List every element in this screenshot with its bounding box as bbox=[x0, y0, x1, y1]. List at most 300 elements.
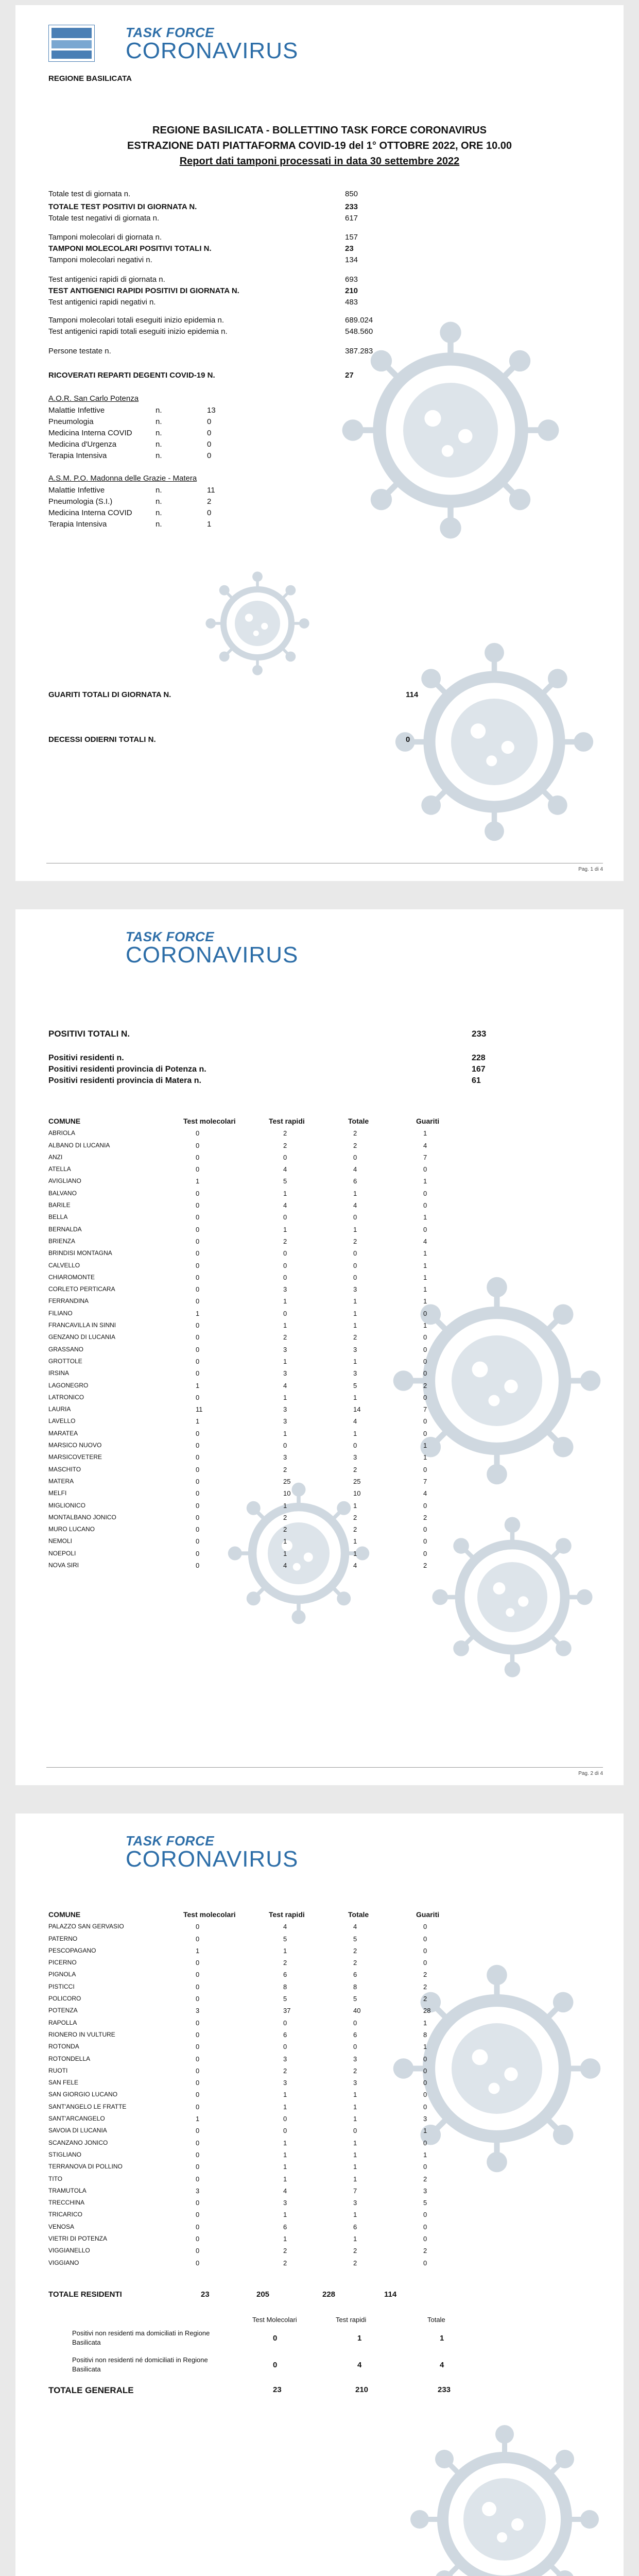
comune-name: GENZANO DI LUCANIA bbox=[48, 1333, 116, 1341]
table-row bbox=[48, 1260, 464, 1272]
table-row bbox=[48, 2005, 464, 2016]
table-cell: 1 bbox=[423, 1442, 427, 1450]
table-cell: 1 bbox=[283, 1393, 287, 1401]
page-1 bbox=[15, 5, 624, 881]
stat-label: Totale test negativi di giornata n. bbox=[48, 214, 160, 223]
table-cell: 2 bbox=[423, 1995, 427, 2003]
table-cell: 0 bbox=[196, 2079, 200, 2087]
table-cell: 0 bbox=[196, 2030, 200, 2039]
table-row bbox=[48, 2209, 464, 2221]
table-cell: 2 bbox=[353, 2259, 357, 2267]
table-cell: 4 bbox=[283, 1201, 287, 1210]
table-cell: 1 bbox=[283, 1549, 287, 1557]
table-cell: 0 bbox=[196, 1201, 200, 1210]
table-cell: 1 bbox=[353, 1225, 357, 1233]
hospital-count: 1 bbox=[207, 520, 212, 529]
table-cell: 0 bbox=[283, 1442, 287, 1450]
stat-label: Tamponi molecolari negativi n. bbox=[48, 256, 152, 264]
table-cell: 1 bbox=[353, 2150, 357, 2159]
hospital-n: n. bbox=[156, 440, 162, 449]
table-cell: 1 bbox=[423, 2127, 427, 2135]
table-cell: 1 bbox=[283, 2091, 287, 2099]
header bbox=[48, 1833, 409, 1895]
table-cell: 0 bbox=[423, 1946, 427, 1955]
table-header bbox=[48, 1115, 464, 1127]
table-cell: 2 bbox=[423, 2247, 427, 2255]
table-cell: 2 bbox=[353, 1526, 357, 1534]
summary-value: 61 bbox=[472, 1076, 481, 1085]
comune-name: GRASSANO bbox=[48, 1345, 84, 1353]
table-cell: 1 bbox=[353, 2115, 357, 2123]
table-cell: 1 bbox=[423, 2019, 427, 2027]
totale-residenti-label: TOTALE RESIDENTI bbox=[48, 2290, 122, 2299]
table-cell: 0 bbox=[196, 1393, 200, 1401]
table-cell: 1 bbox=[423, 1321, 427, 1330]
hospital-n: n. bbox=[156, 417, 162, 426]
table-cell: 2 bbox=[353, 1959, 357, 1967]
virus-watermark-icon bbox=[201, 567, 314, 680]
table-cell: 1 bbox=[283, 2211, 287, 2219]
table-cell: 3 bbox=[353, 2199, 357, 2207]
summary-label: POSITIVI TOTALI N. bbox=[48, 1029, 130, 1039]
table-cell: 1 bbox=[423, 1297, 427, 1306]
table-row bbox=[48, 2185, 464, 2197]
region-label: REGIONE BASILICATA bbox=[48, 74, 132, 83]
comune-name: VENOSA bbox=[48, 2223, 75, 2230]
stat-value: 850 bbox=[345, 190, 358, 198]
table-cell: 4 bbox=[353, 1561, 357, 1569]
table-row bbox=[48, 1945, 464, 1957]
summary-label: Positivi residenti provincia di Potenza n. bbox=[48, 1065, 206, 1074]
table-cell: 2 bbox=[353, 1237, 357, 1245]
table-cell: 1 bbox=[353, 2103, 357, 2111]
table-cell: 3 bbox=[196, 2007, 200, 2015]
table-row bbox=[48, 2077, 464, 2089]
comune-name: MATERA bbox=[48, 1477, 74, 1485]
table-row bbox=[48, 2161, 464, 2173]
table-cell: 0 bbox=[423, 1189, 427, 1197]
stat-value: 483 bbox=[345, 298, 358, 307]
table-cell: 3 bbox=[423, 2187, 427, 2195]
totale-residenti-rap: 205 bbox=[256, 2290, 270, 2299]
comune-name: LAURIA bbox=[48, 1405, 71, 1413]
hospital-count: 0 bbox=[207, 417, 212, 426]
comune-name: IRSINA bbox=[48, 1369, 70, 1377]
comune-name: ALBANO DI LUCANIA bbox=[48, 1141, 110, 1149]
table-cell: 3 bbox=[353, 1369, 357, 1378]
nr-tot: 4 bbox=[440, 2361, 444, 2369]
table-cell: 7 bbox=[423, 1153, 427, 1161]
nr-header-tot: Totale bbox=[427, 2316, 445, 2324]
table-cell: 4 bbox=[353, 1923, 357, 1931]
table-cell: 4 bbox=[353, 1201, 357, 1210]
table-cell: 0 bbox=[196, 1501, 200, 1510]
table-cell: 0 bbox=[196, 2019, 200, 2027]
table-cell: 2 bbox=[283, 1333, 287, 1342]
table-cell: 5 bbox=[423, 2199, 427, 2207]
table-cell: 0 bbox=[423, 1309, 427, 1317]
table-cell: 0 bbox=[283, 2127, 287, 2135]
table-cell: 0 bbox=[196, 2235, 200, 2243]
table-cell: 0 bbox=[196, 1297, 200, 1306]
table-row bbox=[48, 1464, 464, 1476]
table-cell: 0 bbox=[196, 1165, 200, 1174]
table-cell: 0 bbox=[196, 1982, 200, 1991]
column-header: COMUNE bbox=[48, 1117, 81, 1125]
table-row bbox=[48, 1439, 464, 1451]
page-number: Pag. 1 di 4 bbox=[578, 867, 603, 872]
table-cell: 5 bbox=[283, 1935, 287, 1943]
table-row bbox=[48, 1560, 464, 1571]
table-cell: 0 bbox=[196, 1513, 200, 1521]
table-cell: 0 bbox=[196, 2139, 200, 2147]
comune-name: POLICORO bbox=[48, 1995, 81, 2003]
table-cell: 1 bbox=[196, 1417, 200, 1426]
table-row bbox=[48, 1319, 464, 1331]
table-row bbox=[48, 2017, 464, 2029]
table-row bbox=[48, 1993, 464, 2005]
comune-name: BALVANO bbox=[48, 1189, 77, 1197]
task-force-label: TASK FORCE bbox=[126, 929, 215, 944]
comune-name: STIGLIANO bbox=[48, 2150, 82, 2158]
table-cell: 0 bbox=[283, 2043, 287, 2051]
hospital-ward: Terapia Intensiva bbox=[48, 520, 107, 529]
table-cell: 0 bbox=[423, 1165, 427, 1174]
comune-name: MELFI bbox=[48, 1489, 67, 1497]
table-cell: 0 bbox=[196, 2043, 200, 2051]
summary-value: 167 bbox=[472, 1065, 486, 1074]
table-cell: 1 bbox=[353, 2163, 357, 2171]
table-cell: 0 bbox=[423, 2259, 427, 2267]
table-cell: 3 bbox=[283, 2079, 287, 2087]
column-header: Guariti bbox=[416, 1910, 440, 1919]
table-cell: 4 bbox=[423, 1489, 427, 1498]
nr-rap: 1 bbox=[357, 2334, 362, 2343]
table-cell: 3 bbox=[283, 1345, 287, 1353]
comune-name: TERRANOVA DI POLLINO bbox=[48, 2163, 123, 2171]
totale-residenti-mol: 23 bbox=[201, 2290, 210, 2299]
totale-generale-rap: 210 bbox=[355, 2385, 369, 2394]
table-cell: 7 bbox=[423, 1477, 427, 1485]
table-row bbox=[48, 2173, 464, 2185]
table-cell: 0 bbox=[353, 1153, 357, 1161]
comune-name: SANT'ARCANGELO bbox=[48, 2115, 105, 2123]
comune-name: MASCHITO bbox=[48, 1465, 81, 1473]
table-cell: 1 bbox=[423, 1177, 427, 1185]
comune-name: FILIANO bbox=[48, 1309, 73, 1317]
table-cell: 1 bbox=[283, 2150, 287, 2159]
table-cell: 3 bbox=[283, 1417, 287, 1426]
table-row bbox=[48, 1428, 464, 1439]
table-cell: 1 bbox=[196, 1177, 200, 1185]
table-cell: 1 bbox=[196, 1381, 200, 1389]
stat-value: 617 bbox=[345, 214, 358, 223]
stat-label: Tamponi molecolari totali eseguiti inizio epidemia n. bbox=[48, 316, 224, 325]
table-row bbox=[48, 1211, 464, 1223]
table-row bbox=[48, 1127, 464, 1139]
table-cell: 2 bbox=[353, 1946, 357, 1955]
table-cell: 3 bbox=[353, 2079, 357, 2087]
table-cell: 1 bbox=[353, 1393, 357, 1401]
summary-label: Positivi residenti provincia di Matera n. bbox=[48, 1076, 201, 1085]
table-cell: 6 bbox=[353, 1177, 357, 1185]
table-cell: 0 bbox=[196, 1971, 200, 1979]
table-cell: 3 bbox=[353, 1285, 357, 1294]
table-cell: 2 bbox=[423, 1971, 427, 1979]
table-row bbox=[48, 1523, 464, 1535]
table-row bbox=[48, 2041, 464, 2053]
table-cell: 0 bbox=[196, 1189, 200, 1197]
comune-name: TRAMUTOLA bbox=[48, 2187, 87, 2194]
comune-name: MARSICOVETERE bbox=[48, 1453, 102, 1461]
table-cell: 0 bbox=[423, 2163, 427, 2171]
table-cell: 4 bbox=[353, 1417, 357, 1426]
hospital-count: 2 bbox=[207, 497, 212, 506]
table-cell: 0 bbox=[423, 2223, 427, 2231]
virus-watermark-icon bbox=[391, 639, 597, 845]
table-row bbox=[48, 2065, 464, 2077]
stat-value: 233 bbox=[345, 202, 358, 211]
table-cell: 0 bbox=[196, 2150, 200, 2159]
table-cell: 37 bbox=[283, 2007, 291, 2015]
stat-label: Totale test di giornata n. bbox=[48, 190, 131, 198]
comune-name: SANT'ANGELO LE FRATTE bbox=[48, 2103, 127, 2110]
table-cell: 0 bbox=[423, 2211, 427, 2219]
table-cell: 3 bbox=[353, 1453, 357, 1462]
table-cell: 1 bbox=[353, 1429, 357, 1437]
comune-name: TRECCHINA bbox=[48, 2199, 85, 2207]
table-cell: 0 bbox=[196, 1959, 200, 1967]
table-cell: 0 bbox=[423, 1935, 427, 1943]
comune-name: BRIENZA bbox=[48, 1237, 76, 1245]
table-cell: 3 bbox=[283, 1369, 287, 1378]
table-cell: 0 bbox=[423, 1417, 427, 1426]
stat-label: TAMPONI MOLECOLARI POSITIVI TOTALI N. bbox=[48, 244, 212, 253]
table-cell: 1 bbox=[423, 1249, 427, 1258]
comune-name: SAN GIORGIO LUCANO bbox=[48, 2091, 118, 2098]
comune-name: PICERNO bbox=[48, 1959, 77, 1967]
table-cell: 6 bbox=[283, 1971, 287, 1979]
table-cell: 1 bbox=[283, 2139, 287, 2147]
comune-name: PALAZZO SAN GERVASIO bbox=[48, 1923, 124, 1930]
table-cell: 3 bbox=[353, 2055, 357, 2063]
virus-watermark-icon bbox=[407, 2421, 602, 2576]
table-cell: 0 bbox=[196, 2163, 200, 2171]
table-row bbox=[48, 1175, 464, 1187]
comuni-table-2 bbox=[48, 1909, 464, 2269]
table-cell: 1 bbox=[283, 1189, 287, 1197]
hospital-n: n. bbox=[156, 486, 162, 495]
table-cell: 0 bbox=[196, 1537, 200, 1546]
table-cell: 4 bbox=[353, 1165, 357, 1174]
comune-name: PISTICCI bbox=[48, 1982, 75, 1990]
table-cell: 0 bbox=[283, 1213, 287, 1222]
hospital-n: n. bbox=[156, 509, 162, 517]
comune-name: PESCOPAGANO bbox=[48, 1946, 96, 1954]
table-cell: 0 bbox=[196, 1129, 200, 1138]
table-row bbox=[48, 1367, 464, 1379]
table-cell: 0 bbox=[283, 1273, 287, 1281]
column-header: Test molecolari bbox=[183, 1910, 236, 1919]
guariti-value: 114 bbox=[406, 690, 419, 699]
extraction-title: ESTRAZIONE DATI PIATTAFORMA COVID-19 del 1° OTTOBRE 2022, ORE 10.00 bbox=[127, 140, 512, 151]
summary-value: 228 bbox=[472, 1054, 486, 1062]
comune-name: BARILE bbox=[48, 1201, 71, 1209]
table-cell: 0 bbox=[196, 1526, 200, 1534]
table-cell: 28 bbox=[423, 2007, 431, 2015]
table-cell: 2 bbox=[283, 2066, 287, 2075]
stat-value: 157 bbox=[345, 233, 358, 242]
table-cell: 0 bbox=[423, 1201, 427, 1210]
table-cell: 0 bbox=[196, 2103, 200, 2111]
nr-label: Positivi non residenti né domiciliati in Regione Basilicata bbox=[72, 2356, 208, 2373]
table-row bbox=[48, 1969, 464, 1980]
table-cell: 0 bbox=[196, 2223, 200, 2231]
hospital-count: 13 bbox=[207, 406, 216, 415]
table-cell: 1 bbox=[353, 2091, 357, 2099]
table-row bbox=[48, 2089, 464, 2100]
table-cell: 3 bbox=[283, 1405, 287, 1414]
table-cell: 1 bbox=[353, 1537, 357, 1546]
table-cell: 1 bbox=[353, 1501, 357, 1510]
totale-generale-mol: 23 bbox=[273, 2385, 282, 2394]
summary-value: 233 bbox=[472, 1029, 487, 1039]
comune-name: RUOTI bbox=[48, 2066, 68, 2074]
table-cell: 0 bbox=[423, 2091, 427, 2099]
table-cell: 2 bbox=[423, 1982, 427, 1991]
comune-name: ATELLA bbox=[48, 1165, 71, 1173]
table-cell: 5 bbox=[283, 1995, 287, 2003]
table-cell: 1 bbox=[196, 1946, 200, 1955]
table-cell: 2 bbox=[423, 1561, 427, 1569]
table-cell: 2 bbox=[353, 2247, 357, 2255]
table-cell: 0 bbox=[423, 1357, 427, 1365]
column-header: COMUNE bbox=[48, 1910, 81, 1919]
table-row bbox=[48, 2113, 464, 2125]
table-row bbox=[48, 2221, 464, 2233]
table-cell: 4 bbox=[283, 1165, 287, 1174]
table-cell: 0 bbox=[423, 1429, 427, 1437]
table-row bbox=[48, 1224, 464, 1235]
stat-label: Test antigenici rapidi di giornata n. bbox=[48, 275, 165, 284]
totale-residenti-guar: 114 bbox=[384, 2290, 397, 2299]
table-row bbox=[48, 2137, 464, 2149]
nr-header-rap: Test rapidi bbox=[336, 2316, 367, 2324]
table-cell: 0 bbox=[196, 1453, 200, 1462]
table-cell: 8 bbox=[423, 2030, 427, 2039]
table-cell: 2 bbox=[283, 2259, 287, 2267]
table-cell: 0 bbox=[283, 1249, 287, 1258]
table-row bbox=[48, 1957, 464, 1969]
task-force-label: TASK FORCE bbox=[126, 25, 215, 40]
table-row bbox=[48, 1331, 464, 1343]
table-cell: 0 bbox=[353, 1213, 357, 1222]
table-cell: 0 bbox=[196, 1141, 200, 1149]
table-cell: 3 bbox=[283, 2199, 287, 2207]
table-cell: 0 bbox=[353, 2127, 357, 2135]
table-cell: 0 bbox=[196, 1935, 200, 1943]
table-row bbox=[48, 1272, 464, 1283]
comune-name: MARSICO NUOVO bbox=[48, 1442, 102, 1449]
table-cell: 2 bbox=[283, 1959, 287, 1967]
table-row bbox=[48, 2029, 464, 2041]
table-cell: 4 bbox=[283, 1381, 287, 1389]
comune-name: PATERNO bbox=[48, 1935, 78, 1942]
table-row bbox=[48, 1295, 464, 1307]
table-row bbox=[48, 2125, 464, 2137]
comune-name: ANZI bbox=[48, 1153, 63, 1161]
table-cell: 4 bbox=[283, 2187, 287, 2195]
table-row bbox=[48, 1392, 464, 1403]
table-cell: 0 bbox=[196, 2175, 200, 2183]
table-row bbox=[48, 2197, 464, 2209]
page-number: Pag. 2 di 4 bbox=[578, 1771, 603, 1776]
table-row bbox=[48, 1235, 464, 1247]
table-cell: 0 bbox=[196, 2211, 200, 2219]
stat-value: 23 bbox=[345, 244, 354, 253]
table-cell: 1 bbox=[353, 1357, 357, 1365]
comune-name: SCANZANO JONICO bbox=[48, 2139, 108, 2146]
comune-name: BELLA bbox=[48, 1213, 68, 1221]
table-cell: 1 bbox=[283, 1946, 287, 1955]
table-cell: 2 bbox=[423, 1381, 427, 1389]
table-cell: 0 bbox=[196, 2066, 200, 2075]
table-cell: 1 bbox=[423, 2043, 427, 2051]
table-cell: 1 bbox=[353, 2235, 357, 2243]
table-cell: 40 bbox=[353, 2007, 361, 2015]
table-cell: 1 bbox=[423, 1273, 427, 1281]
comune-name: MARATEA bbox=[48, 1429, 78, 1437]
table-cell: 0 bbox=[283, 1309, 287, 1317]
table-cell: 0 bbox=[423, 1501, 427, 1510]
table-row bbox=[48, 1981, 464, 1993]
table-cell: 4 bbox=[283, 1561, 287, 1569]
hospital-count: 0 bbox=[207, 509, 212, 517]
table-cell: 0 bbox=[423, 1959, 427, 1967]
table-cell: 3 bbox=[353, 1345, 357, 1353]
table-cell: 3 bbox=[283, 1285, 287, 1294]
table-cell: 0 bbox=[196, 2247, 200, 2255]
table-cell: 1 bbox=[353, 1297, 357, 1306]
table-row bbox=[48, 2233, 464, 2245]
task-force-label: TASK FORCE bbox=[126, 1833, 215, 1849]
table-cell: 1 bbox=[423, 1129, 427, 1138]
hospital-ward: Terapia Intensiva bbox=[48, 451, 107, 460]
table-row bbox=[48, 1921, 464, 1933]
table-cell: 0 bbox=[423, 1369, 427, 1378]
table-cell: 0 bbox=[196, 1995, 200, 2003]
table-row bbox=[48, 1487, 464, 1499]
table-row bbox=[48, 2149, 464, 2161]
comune-name: FERRANDINA bbox=[48, 1297, 89, 1305]
comuni-table-1 bbox=[48, 1115, 464, 1571]
stat-label: TOTALE TEST POSITIVI DI GIORNATA N. bbox=[48, 202, 197, 211]
comune-name: FRANCAVILLA IN SINNI bbox=[48, 1321, 116, 1329]
hospital-ward: Medicina Interna COVID bbox=[48, 509, 132, 517]
table-cell: 14 bbox=[353, 1405, 361, 1414]
comune-name: ROTONDA bbox=[48, 2043, 79, 2050]
table-header bbox=[48, 1909, 464, 1921]
hospital-ward: Malattie Infettive bbox=[48, 406, 105, 415]
comune-name: BRINDISI MONTAGNA bbox=[48, 1249, 112, 1257]
table-cell: 0 bbox=[196, 1273, 200, 1281]
comune-name: NOVA SIRI bbox=[48, 1561, 79, 1569]
stat-label: RICOVERATI REPARTI DEGENTI COVID-19 N. bbox=[48, 371, 215, 380]
table-row bbox=[48, 1415, 464, 1427]
column-header: Totale bbox=[348, 1117, 369, 1125]
table-cell: 1 bbox=[353, 1189, 357, 1197]
table-cell: 2 bbox=[283, 1129, 287, 1138]
